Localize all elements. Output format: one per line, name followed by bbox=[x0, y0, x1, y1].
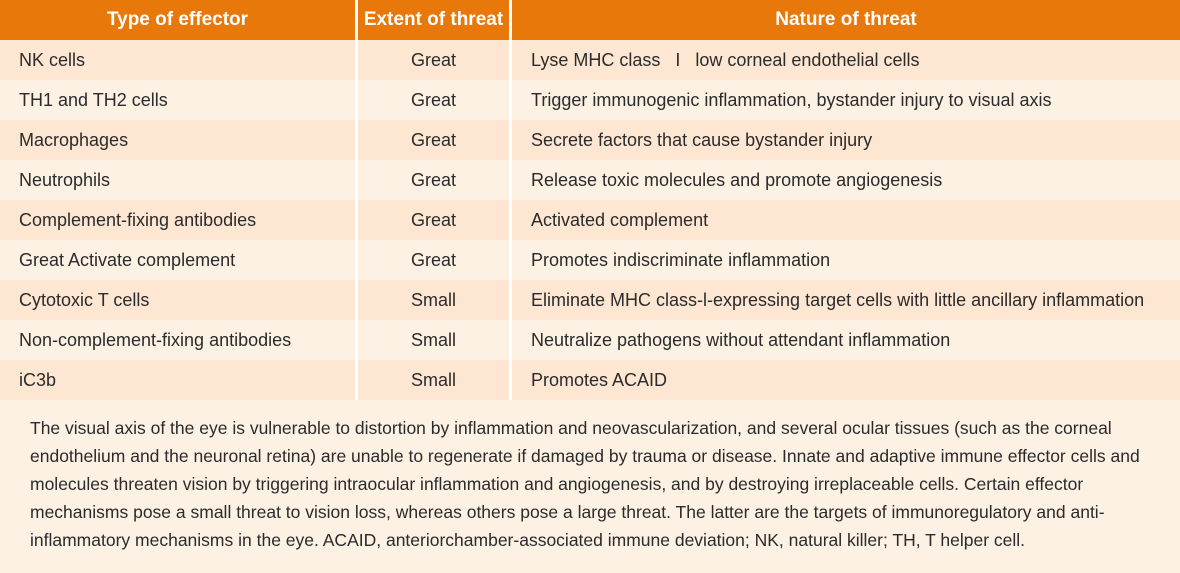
effector-cell: iC3b bbox=[0, 360, 358, 400]
header-type-of-effector: Type of effector bbox=[0, 0, 358, 40]
table-row bbox=[0, 80, 1180, 120]
effector-cell: NK cells bbox=[0, 40, 358, 80]
nature-cell: Eliminate MHC class-l-expressing target cells with little ancillary inflammation bbox=[512, 280, 1180, 320]
effector-cell: Complement-fixing antibodies bbox=[0, 200, 358, 240]
header-nature-of-threat: Nature of threat bbox=[512, 0, 1180, 40]
table-row bbox=[0, 200, 1180, 240]
nature-cell: Activated complement bbox=[512, 200, 1180, 240]
extent-cell: Great bbox=[358, 40, 512, 80]
table-row bbox=[0, 280, 1180, 320]
effector-cell: TH1 and TH2 cells bbox=[0, 80, 358, 120]
nature-cell: Neutralize pathogens without attendant inflammation bbox=[512, 320, 1180, 360]
table-row bbox=[0, 120, 1180, 160]
nature-cell: Promotes indiscriminate inflammation bbox=[512, 240, 1180, 280]
extent-cell: Great bbox=[358, 80, 512, 120]
extent-cell: Small bbox=[358, 320, 512, 360]
table-header bbox=[0, 0, 1180, 40]
header-row bbox=[0, 0, 1180, 40]
header-extent-of-threat: Extent of threat bbox=[358, 0, 512, 40]
effector-cell: Non-complement-fixing antibodies bbox=[0, 320, 358, 360]
nature-cell: Lyse MHC class I low corneal endothelial cells bbox=[512, 40, 1180, 80]
extent-cell: Great bbox=[358, 240, 512, 280]
table-caption: The visual axis of the eye is vulnerable to distortion by inflammation and neovascularization, and several ocular tissues (such as the corneal endothelium and the neuronal retina) are unable to regenerate if damaged by trauma or disease. Innate and adaptive immune effector cells and molecules threaten vision by triggering intraocular inflammation and angiogenesis, and by destroying irreplaceable cells. Certain effector mechanisms pose a small threat to vision loss, whereas others pose a large threat. The latter are the targets of immunoregulatory and anti-inflammatory mechanisms in the eye. ACAID, anteriorchamber-associated immune deviation; NK, natural killer; TH, T helper cell. bbox=[30, 418, 1140, 550]
extent-cell: Great bbox=[358, 120, 512, 160]
extent-cell: Great bbox=[358, 200, 512, 240]
nature-cell: Promotes ACAID bbox=[512, 360, 1180, 400]
nature-cell: Secrete factors that cause bystander injury bbox=[512, 120, 1180, 160]
nature-cell: Release toxic molecules and promote angiogenesis bbox=[512, 160, 1180, 200]
table-body bbox=[0, 40, 1180, 400]
table-row bbox=[0, 360, 1180, 400]
extent-cell: Small bbox=[358, 360, 512, 400]
table-row bbox=[0, 160, 1180, 200]
nature-cell: Trigger immunogenic inflammation, bystander injury to visual axis bbox=[512, 80, 1180, 120]
extent-cell: Small bbox=[358, 280, 512, 320]
effector-cell: Macrophages bbox=[0, 120, 358, 160]
effector-cell: Cytotoxic T cells bbox=[0, 280, 358, 320]
table-row bbox=[0, 240, 1180, 280]
effector-cell: Neutrophils bbox=[0, 160, 358, 200]
table-row bbox=[0, 320, 1180, 360]
extent-cell: Great bbox=[358, 160, 512, 200]
effector-cell: Great Activate complement bbox=[0, 240, 358, 280]
table-row bbox=[0, 40, 1180, 80]
